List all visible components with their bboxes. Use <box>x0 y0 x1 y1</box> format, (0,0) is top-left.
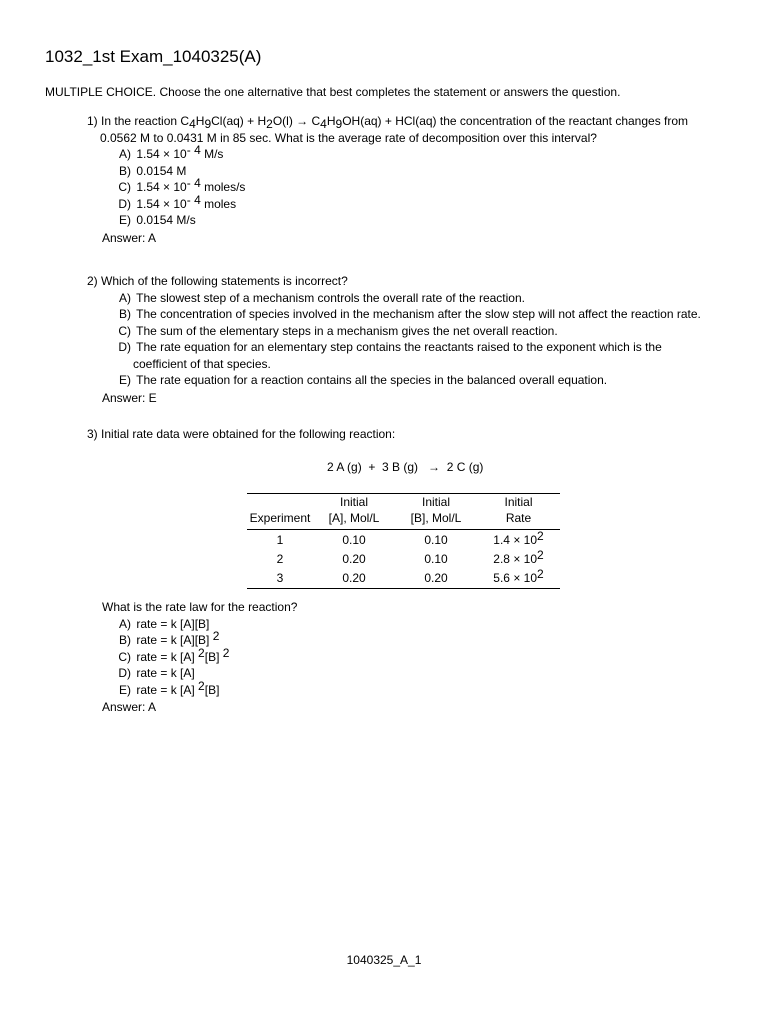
header-cell: Initial <box>421 495 450 509</box>
table-cell <box>477 530 560 551</box>
choice-text: rate = k [A] <box>136 649 199 664</box>
choice-b <box>114 306 701 323</box>
choice-text: 1.54 × 10 <box>136 196 187 211</box>
choice-d <box>114 192 688 213</box>
choice-text: The rate equation for an elementary step contains the reactants raised to the exponent which is the <box>136 340 662 354</box>
choice-text: moles/s <box>200 180 246 194</box>
header-cell: Initial <box>339 495 368 509</box>
superscript: 2 <box>537 567 544 581</box>
choice-label: E) <box>119 682 131 697</box>
choice-label: C) <box>118 649 131 664</box>
question-number: 3) <box>87 427 98 441</box>
table-cell: 0.10 <box>342 533 366 547</box>
question-3 <box>87 426 395 443</box>
superscript: - 4 <box>186 192 201 207</box>
question-1-stem-line2: 0.0562 M to 0.0431 M in 85 sec. What is the average rate of decomposition over this interval? <box>100 130 597 145</box>
choice-c <box>114 323 701 340</box>
choice-text: M/s <box>200 147 224 161</box>
table-cell: 0.10 <box>424 552 448 566</box>
choice-label: E) <box>119 213 131 227</box>
choice-d <box>114 665 297 682</box>
table-row <box>247 569 560 589</box>
choice-text: The rate equation for a reaction contains all the species in the balanced overall equation. <box>136 373 608 387</box>
rate-value: 1.4 × 10 <box>493 533 538 547</box>
choice-text-continued: coefficient of that species. <box>133 356 271 371</box>
table-cell: 0.10 <box>424 533 448 547</box>
rate-value: 5.6 × 10 <box>493 571 538 585</box>
question-3-followup <box>102 599 297 716</box>
question-2-answer: Answer: E <box>102 390 157 405</box>
stem-text: Which of the following statements is incorrect? <box>101 274 348 288</box>
stem-text: Cl(aq) + H <box>211 114 267 128</box>
subscript: 4 <box>320 117 327 131</box>
choice-text: 1.54 × 10 <box>136 180 187 194</box>
question-1-choices <box>114 143 688 229</box>
choice-text: The concentration of species involved in the mechanism after the slow step will not affect the reaction rate. <box>136 307 701 321</box>
choice-text: rate = k [A][B] <box>136 616 210 631</box>
question-number: 1) <box>87 114 98 128</box>
stem-text: H <box>195 114 205 128</box>
table-cell <box>477 550 560 569</box>
choice-label: D) <box>118 340 131 354</box>
choice-e <box>114 678 297 699</box>
table-cell: 1 <box>276 533 284 547</box>
superscript: 2 <box>222 645 230 660</box>
choice-a <box>114 143 688 163</box>
question-1-stem <box>87 113 688 130</box>
superscript: 2 <box>198 678 205 693</box>
table-cell <box>477 569 560 589</box>
stem-text: OH(aq) + HCl(aq) the concentration of the reactant changes from <box>342 114 689 128</box>
choice-e <box>114 212 688 229</box>
choice-label: B) <box>119 163 131 178</box>
header-cell: Experiment <box>247 510 313 530</box>
subscript: 9 <box>204 117 212 131</box>
choice-d <box>114 339 701 372</box>
superscript: 2 <box>198 645 205 660</box>
superscript: - 4 <box>186 143 201 157</box>
exam-title: 1032_1st Exam_1040325(A) <box>45 47 262 66</box>
question-3-answer: Answer: A <box>102 700 157 714</box>
choice-text: rate = k [A][B] <box>136 633 213 647</box>
table-cell: 0.20 <box>424 571 448 585</box>
table-row <box>247 550 560 569</box>
reaction-equation: 2 A (g) + 3 B (g) → 2 C (g) <box>327 460 484 474</box>
choice-text: moles <box>200 196 237 211</box>
stem-text: H <box>326 114 336 128</box>
table-cell: 2 <box>276 552 284 566</box>
choice-text: [B] <box>204 682 220 697</box>
question-3-stem <box>87 426 395 443</box>
choice-a <box>114 616 297 633</box>
choice-text: 0.0154 M <box>136 163 187 178</box>
header-cell: [A], Mol/L <box>313 510 395 530</box>
choice-label: D) <box>118 666 131 680</box>
choice-label: A) <box>119 290 131 305</box>
question-2 <box>87 273 701 406</box>
rate-data-table <box>247 493 560 589</box>
choice-label: B) <box>119 633 131 647</box>
question-3-prompt: What is the rate law for the reaction? <box>102 600 298 614</box>
choice-text: rate = k [A] <box>136 666 195 680</box>
question-1-answer: Answer: A <box>102 230 157 245</box>
choice-label: A) <box>119 147 131 161</box>
instructions: MULTIPLE CHOICE. Choose the one alternative that best completes the statement or answers the question. <box>45 85 621 99</box>
superscript: 2 <box>537 548 544 562</box>
question-number: 2) <box>87 274 98 288</box>
question-1 <box>87 113 688 246</box>
stem-text: O(l) → C <box>272 114 321 128</box>
choice-text: [B] <box>204 649 223 664</box>
subscript: 2 <box>266 117 273 131</box>
table-header-row <box>247 494 560 511</box>
question-2-stem <box>87 273 701 290</box>
choice-text: 1.54 × 10 <box>136 147 187 161</box>
table-cell: 3 <box>276 571 284 585</box>
stem-text: In the reaction C <box>101 114 190 128</box>
header-cell: Initial <box>504 495 533 509</box>
choice-label: E) <box>119 373 131 387</box>
choice-label: B) <box>119 307 131 321</box>
subscript: 9 <box>335 117 343 131</box>
subscript: 4 <box>189 117 196 131</box>
choice-a <box>114 290 701 307</box>
table-row <box>247 530 560 551</box>
table-cell: 0.20 <box>342 552 366 566</box>
choice-text: 0.0154 M/s <box>136 213 196 227</box>
choice-e <box>114 372 701 389</box>
choice-c <box>114 645 297 666</box>
header-cell: [B], Mol/L <box>395 510 477 530</box>
stem-text: Initial rate data were obtained for the following reaction: <box>101 427 396 441</box>
choice-text: rate = k [A] <box>136 682 199 697</box>
choice-text: The slowest step of a mechanism controls the overall rate of the reaction. <box>136 290 525 305</box>
question-2-choices <box>114 290 701 389</box>
header-cell <box>247 494 313 511</box>
choice-text: The sum of the elementary steps in a mechanism gives the net overall reaction. <box>136 323 558 338</box>
choice-label: C) <box>118 180 131 194</box>
question-3-choices <box>114 616 297 699</box>
header-cell: Rate <box>477 510 560 530</box>
superscript: 2 <box>212 629 220 643</box>
table-cell: 0.20 <box>342 571 366 585</box>
choice-label: A) <box>119 616 131 631</box>
superscript: 2 <box>537 529 544 543</box>
superscript: - 4 <box>186 176 201 190</box>
choice-label: C) <box>118 323 131 338</box>
choice-b <box>114 629 297 649</box>
table-header-row <box>247 510 560 530</box>
choice-label: D) <box>118 196 131 211</box>
page-footer: 1040325_A_1 <box>346 953 422 967</box>
rate-value: 2.8 × 10 <box>493 552 538 566</box>
